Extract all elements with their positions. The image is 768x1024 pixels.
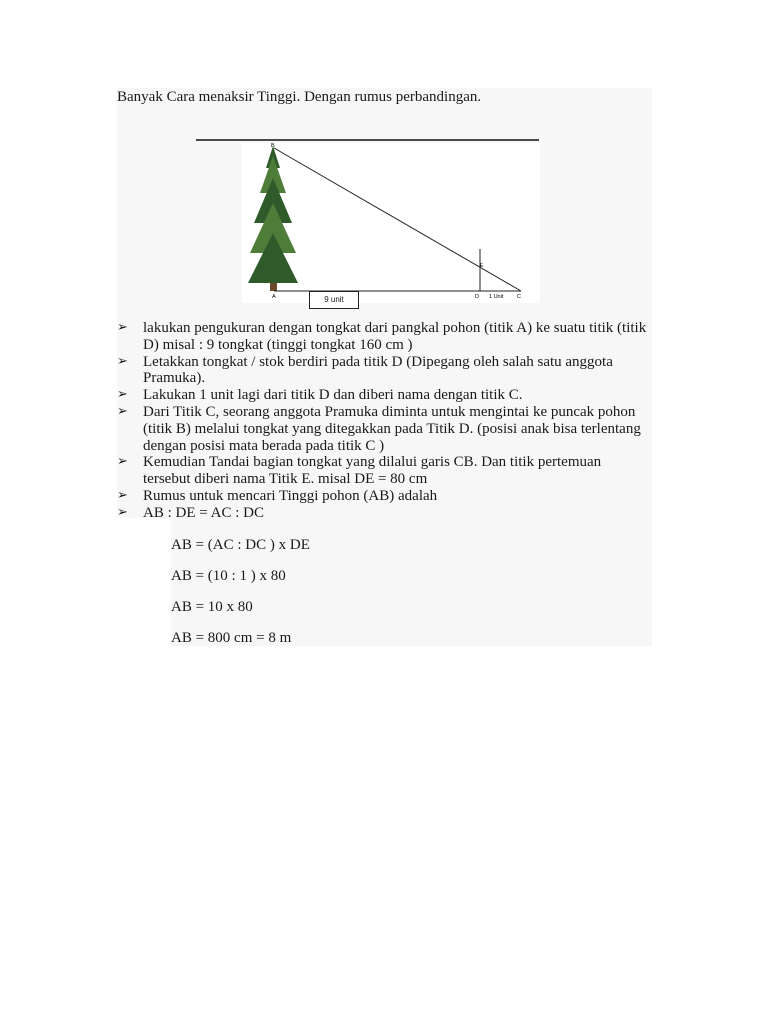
label-one-unit: 1 Unit: [489, 294, 504, 300]
tree-height-diagram: [196, 138, 540, 314]
nine-unit-label: 9 unit: [309, 291, 359, 309]
formula-line: AB = (AC : DC ) x DE: [171, 537, 310, 553]
steps-list: [117, 320, 647, 522]
step-text: Kemudian Tandai bagian tongkat yang dilalui garis CB. Dan titik pertemuan tersebut diberi nama Titik E. misal DE = 80 cm: [143, 454, 602, 488]
label-d: D: [475, 294, 479, 300]
step-text: Lakukan 1 unit lagi dari titik D dan diberi nama dengan titik C.: [143, 387, 523, 404]
formula-line: AB = 10 x 80: [171, 599, 253, 615]
list-item: [117, 505, 647, 522]
step-text: Rumus untuk mencari Tinggi pohon (AB) adalah: [143, 487, 438, 504]
list-item: [117, 404, 647, 454]
bullet-arrow-icon: ➢: [117, 504, 128, 520]
step-text: Letakkan tongkat / stok berdiri pada titik D (Dipegang oleh salah satu anggota Pramuka).: [143, 353, 613, 387]
list-item: [117, 387, 647, 404]
step-text: lakukan pengukuran dengan tongkat dari pangkal pohon (titik A) ke suatu titik (titik D) misal : 9 tongkat (tinggi tongkat 160 cm ): [143, 320, 647, 353]
step-text: Dari Titik C, seorang anggota Pramuka diminta untuk mengintai ke puncak pohon (titik B) melalui tongkat yang ditegakkan pada Titik D. (posisi anak bisa terlentang dengan posisi mata berada pada titik C ): [143, 403, 641, 454]
step-text: AB : DE = AC : DC: [143, 504, 264, 521]
list-item: [117, 354, 647, 388]
bullet-arrow-icon: ➢: [117, 454, 128, 470]
list-item: [117, 488, 647, 505]
diagram-svg: [196, 138, 540, 314]
intro-text: Banyak Cara menaksir Tinggi. Dengan rumus perbandingan.: [117, 89, 482, 105]
bullet-arrow-icon: ➢: [117, 487, 128, 503]
label-c: C: [517, 294, 521, 300]
label-e: E: [480, 263, 484, 269]
formula-line: AB = (10 : 1 ) x 80: [171, 568, 286, 584]
bullet-arrow-icon: ➢: [117, 353, 128, 369]
bullet-arrow-icon: ➢: [117, 387, 128, 403]
bullet-arrow-icon: ➢: [117, 403, 128, 419]
label-b: B: [271, 143, 275, 149]
list-item: [117, 454, 647, 488]
bullet-arrow-icon: ➢: [117, 320, 128, 335]
formula-line: AB = 800 cm = 8 m: [171, 630, 292, 646]
list-item: [117, 320, 647, 354]
label-a: A: [272, 294, 276, 300]
